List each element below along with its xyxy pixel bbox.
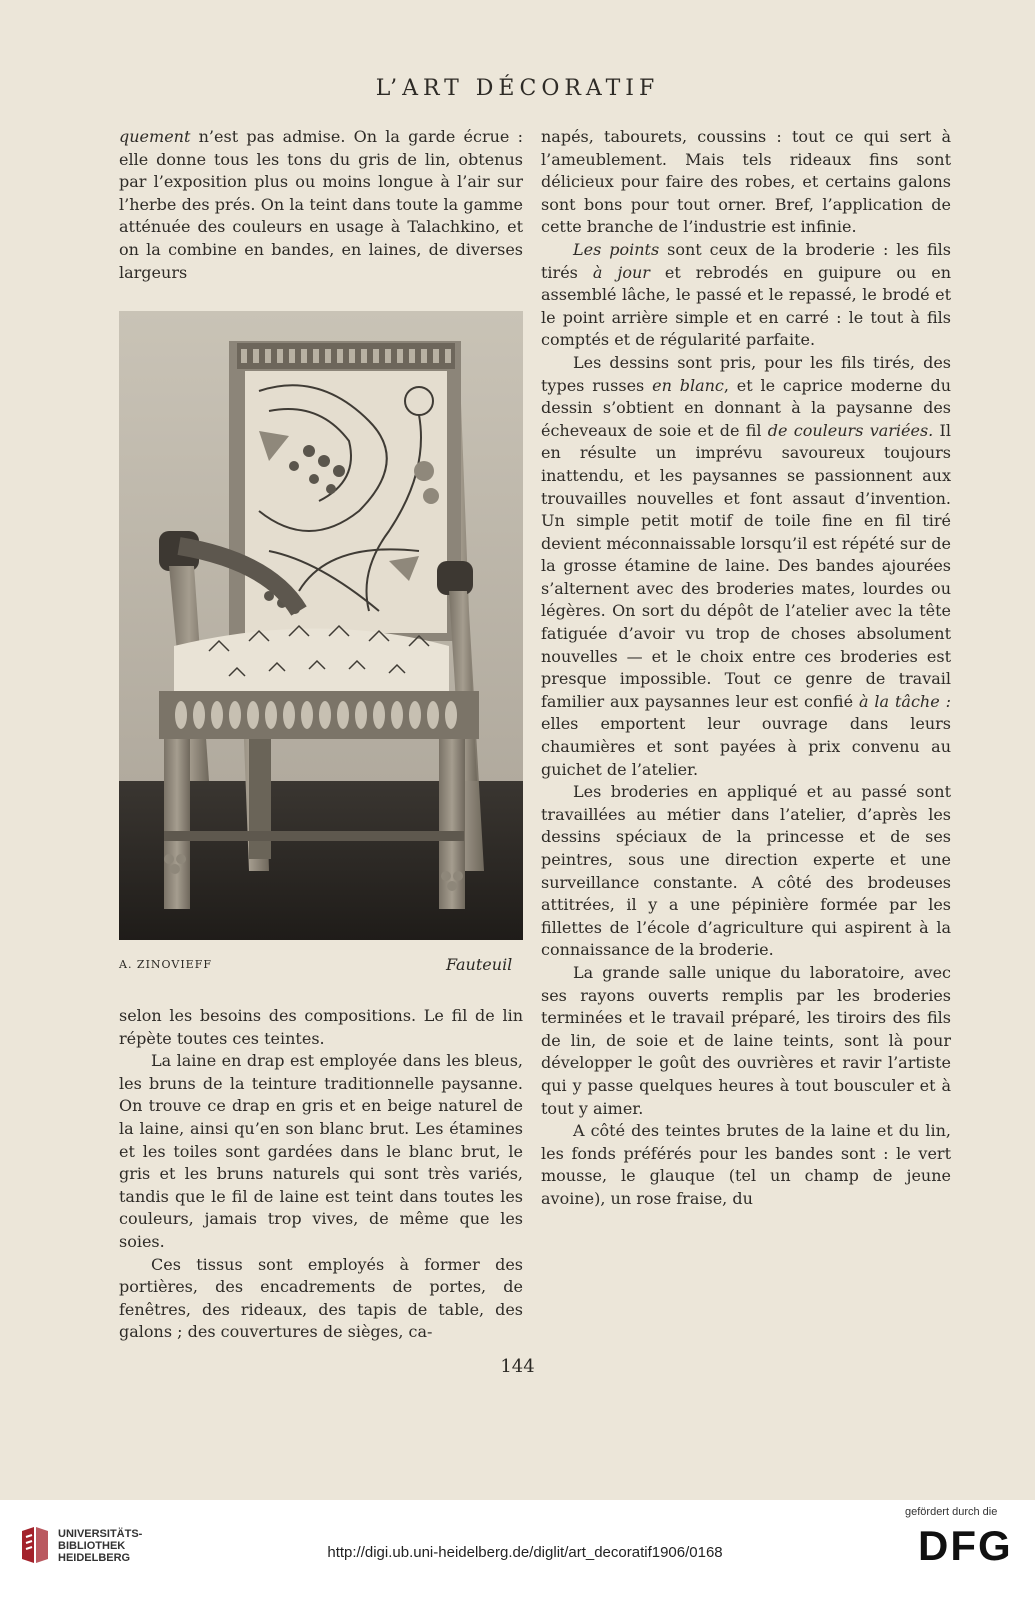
page-number: 144 — [500, 1356, 535, 1377]
right-column — [541, 126, 951, 1211]
library-line: HEIDELBERG — [58, 1552, 131, 1564]
sponsor-label: gefördert durch die — [905, 1506, 998, 1518]
italic-phrase: de couleurs variées. — [767, 420, 934, 440]
paragraph — [541, 239, 951, 352]
paragraph: Les broderies en appliqué et au passé sont travaillées au métier dans l’atelier, d’après les dessins spéciaux de la princesse et de ses peintres, sous une direction experte et une surveillance constante. A côté des brodeuses attitrées, il y a une pépinière formée par les fillettes de l’école d’agriculture qui aspirent à la connaissance de la broderie. — [541, 782, 951, 960]
paragraph — [541, 352, 951, 781]
library-line: UNIVERSITÄTS- — [58, 1528, 143, 1540]
italic-phrase: à jour — [592, 262, 650, 282]
armchair-illustration — [119, 311, 523, 940]
text-run: sont ceux de la broderie : les fils tirés — [541, 239, 952, 282]
italic-phrase: Les points — [573, 239, 660, 259]
text-run: , et le caprice moderne du dessin s’obtient en donnant à la paysanne des écheveaux de soie et de fil — [541, 375, 951, 440]
paragraph: La laine en drap est employée dans les bleus, les bruns de la teinture traditionnelle paysanne. On trouve ce drap en gris et en beige naturel de la laine, ainsi qu’en son blanc brut. Les étamines et les toiles sont gardées dans le blanc brut, le gris et les bruns naturels qui sont très variés, tandis que le fil de laine est teint dans toutes les couleurs, jamais trop vives, de même que les soies. — [119, 1051, 523, 1251]
left-column-top — [119, 126, 523, 284]
permalink-url[interactable]: http://digi.ub.uni-heidelberg.de/diglit/art_decoratif1906/0168 — [327, 1544, 723, 1561]
text-run: Les dessins sont pris, pour les fils tirés, des types russes — [541, 352, 951, 395]
university-library-logo-icon — [18, 1525, 52, 1565]
text-run: Il en résulte un imprévu savoureux toujours inattendu, et les paysannes se passionnent aux trouvailles nouvelles et font assaut d’invention. Un simple petit motif de toile fine en fil tiré devient méconnaissable lorsqu’il est répété sur de la grosse étamine de laine. Des bandes ajourées s’alternent avec des broderies mates, lourdes ou légères. On sort du dépôt de l’atelier avec la tête fatiguée d’avoir vu trop de choses absolument nouvelles — et le choix entre ces broderies est presque impossible. Tout ce genre de travail familier aux paysannes leur est confié — [541, 420, 951, 711]
caption-author: A. ZINOVIEFF — [119, 958, 212, 971]
paragraph: La grande salle unique du laboratoire, avec ses rayons ouverts remplis par les broderies terminées et le travail préparé, les tiroirs des fils de lin, de soie et de laine teints, sont là pour développer le goût des ouvrières et ravir l’artiste qui y passe quelques heures à tout bousculer et à tout y aimer. — [541, 962, 951, 1118]
library-name — [58, 1528, 142, 1564]
library-line: BIBLIOTHEK — [58, 1540, 126, 1552]
left-column-bottom — [119, 1005, 523, 1344]
paragraph: A côté des teintes brutes de la laine et du lin, les fonds préférés pour les bandes sont : le vert mousse, le glauque (tel un champ de jeune avoine), un rose fraise, du — [541, 1121, 951, 1208]
digitization-footer — [0, 1500, 1035, 1604]
paragraph: Ces tissus sont employés à former des portières, des encadrements de portes, de fenêtres, des rideaux, des tapis de table, des galons ; des couvertures de sièges, ca- — [119, 1254, 523, 1342]
armchair-photograph — [119, 311, 523, 940]
italic-phrase: en blanc — [652, 375, 724, 395]
paragraph — [119, 126, 523, 284]
caption-title: Fauteuil — [446, 955, 513, 974]
dfg-logo: DFG — [918, 1522, 1013, 1569]
running-title: L’ART DÉCORATIF — [375, 76, 660, 101]
italic-lead: quement — [119, 127, 191, 146]
italic-phrase: à la tâche : — [858, 691, 952, 711]
paragraph-text: n’est pas admise. On la garde écrue : elle donne tous les tons du gris de lin, obtenus par l’exposition plus ou moins longue à l’air sur l’herbe des prés. On la teint dans toute la gamme atténuée des couleurs en usage à Talachkino, et on la combine en bandes, en laines, de diverses largeurs — [119, 127, 523, 282]
text-run: elles emportent leur ouvrage dans leurs chaumières et sont payées à prix convenu au guichet de l’atelier. — [541, 714, 951, 779]
paragraph: napés, tabourets, coussins : tout ce qui sert à l’ameublement. Mais tels rideaux fins sont délicieux pour faire des robes, et certains galons sont bons pour tout orner. Bref, l’application de cette branche de l’industrie est infinie. — [541, 127, 951, 237]
text-run: et rebrodés en guipure ou en assemblé lâche, le passé et le repassé, le brodé et le point arrière simple et en carré : le tout à fils comptés et de régularité parfaite. — [541, 262, 951, 350]
paragraph: selon les besoins des compositions. Le fil de lin répète toutes ces teintes. — [119, 1006, 523, 1048]
